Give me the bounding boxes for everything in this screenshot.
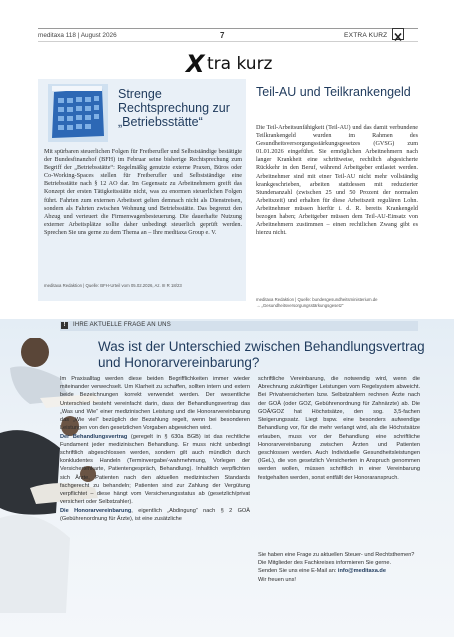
article-source-line: meditaxa Redaktion | Quelle: bundesgesundheitsministerium.de: [256, 297, 378, 302]
contact-closing: Wir freuen uns!: [258, 576, 296, 583]
contact-box: [258, 551, 422, 584]
question-title: Was ist der Unterschied zwischen Behandlungsvertrag und Honorarvereinbarung?: [98, 339, 425, 370]
paragraph: Die Honorarvereinbarung, eigentlich „Abdingung“ nach § 2 GOÄ (Gebührenordnung für Ärzte), ist eine zusätzliche: [60, 507, 250, 522]
article-source: meditaxa Redaktion | Quelle: BFH-Urteil vom 05.02.2026, Az. III R 18/23: [44, 283, 182, 288]
paragraph: Im Praxisalltag werden diese beiden Begrifflichkeiten immer wieder miteinander verwechselt. Um Klarheit zu schaffen, sollten intern und extern beide Bezeichnungen korrekt verwendet werden. Der wesentliche Unterschied besteht vereinfacht darin, dass der Behandlungsvertrag das „Was und Wie“ einer medizinischen Leistung und die Honorarvereinbarung das „Wie viel“ bezüglich der Bezahlung regelt, wenn bei besonderen Leistungen von den gesetzlichen Vorgaben abgewichen wird.: [60, 376, 250, 432]
section-label: EXTRA KURZ: [344, 32, 388, 39]
exclamation-icon: !: [61, 322, 68, 329]
section-x-logo: X: [186, 50, 205, 78]
paragraph: schriftliche Vereinbarung, die notwendig wird, wenn die Abrechnung zukünftiger Leistungen vom Regelsystem abweicht. Bei Privatversicherten bzw. Selbstzahlern rechnen Ärzte nach der GOÄ (oder GOZ, Gebührenordnung für Zahnärzte) ab. Die GOÄ/GOZ hat Höchstsätze, den sog. 3,5-fachen Steigerungssatz. Liegt bspw. eine besonders aufwendige Behandlung vor, für die mehr verlangt wird, als die Höchstsätze erlauben, muss vor der Behandlung eine schriftliche Honorarvereinbarung zwischen Ärzten und Patienten geschlossen werden. Auch Individuelle Gesundheitsleistungen (IGeL), die von gesetzlich Versicherten in Anspruch genommen werden wollen, müssen schriftlich in einer Vereinbarung festgehalten werden, sonst entfällt der Honoraranspruch.: [258, 376, 420, 481]
section-title: tra kurz: [207, 54, 273, 74]
article-title: Strenge Rechtsprechung zur „Betriebsstätte“: [118, 87, 230, 129]
article-source: [256, 297, 424, 309]
term: Die Honorarvereinbarung: [60, 507, 132, 514]
header-divider: [38, 41, 418, 42]
email-link[interactable]: info@meditaxa.de: [337, 568, 386, 575]
x-logo-icon: [392, 28, 404, 40]
article-body: Die Teil-Arbeitsunfähigkeit (Teil-AU) und das damit verbundene Teilkrankengeld wurden im Rahmen des Gesundheitsversorgungsstärkungsgesetzes (GVSG) zum 01.01.2026 eingeführt. Sie ermöglichen Arbeitnehmern nach langer Krankheit eine schrittweise, rechtlich abgesicherte Rückkehr in den Beruf, während Arbeitgeber entlastet werden. Arbeitnehmer sind mit einer Teil-AU nicht mehr vollständig krankgeschrieben, arbeiten stattdessen mit reduzierter Stundenanzahl (zwischen 25 und 50 Prozent der normalen Arbeitszeit) und erhalten für diese Arbeitszeit regulären Lohn. Arbeitnehmer müssen hierfür i. d. R. bereits Krankengeld bezogen haben; Arbeitgeber müssen dem Teil-AU-Einsatz von Arbeitnehmern zustimmen – einen rechtlichen Zwang gibt es hierzu nicht.: [256, 125, 418, 237]
contact-intro: Sie haben eine Frage zu aktuellen Steuer- und Rechtsthemen? Die Mitglieder des Fachkreises informieren Sie gerne.: [258, 552, 415, 567]
page-number: 7: [220, 31, 225, 40]
article-body: Mit spürbaren steuerlichen Folgen für Freiberufler und Selbstständige bestätigte der Bundesfinanzhof (BFH) im Februar seine bisherige Rechtsprechung zum Begriff der „Betriebsstätte“: Regelmäßig genutzte externe Praxen, Büros oder Co-Working-Spaces stellen für Freiberufler und Selbstständige eine Betriebsstätte nach § 12 AO dar. Im Gegensatz zu Arbeitnehmern greift das Konzept der ersten Tätigkeitsstätte nicht, was zu enormen steuerlichen Folgen führt. Fahrten zum externen Arbeitsort gelten demnach nicht als Dienstreisen, sondern als Fahrten zwischen Wohnung und Betriebsstätte. Das begrenzt den Abzug und verteuert die Firmenwagenbesteuerung. Die dauerhafte Nutzung externer Arbeitsplätze sollte daher unbedingt steuerlich geprüft werden. Sprechen Sie uns gerne zu dem Thema an – Ihre meditaxa Group e. V.: [44, 149, 242, 236]
calendar-image: [48, 84, 108, 142]
answer-column-left: [60, 375, 250, 523]
term: Der Behandlungsvertrag: [60, 433, 128, 440]
answer-column-right: [258, 375, 420, 482]
header-rule: [38, 28, 418, 29]
contact-line: Senden Sie uns eine E-Mail an: info@meditaxa.de: [258, 568, 386, 575]
question-label: IHRE AKTUELLE FRAGE AN UNS: [73, 322, 171, 328]
article-title: Teil-AU und Teilkrankengeld: [256, 85, 411, 99]
article-source-link[interactable]: → „Gesundheitsversorgungsstärkungsgesetz“: [256, 303, 344, 308]
issue-info: meditaxa 118 | August 2026: [38, 32, 117, 39]
paragraph: Der Behandlungsvertrag (geregelt in § 630a BGB) ist das rechtliche Fundament jeder medizinischen Behandlung. Er muss nicht unbedingt schriftlich abgeschlossen werden, sondern gilt auch mündlich durch konkludentes Handeln (Terminvergabe/-wahrnehmung, Vorlegen der Versichertenkarte, Patientengespräch, Behandlung). Inhaltlich verpflichten sich Ärzte, Patienten nach den aktuellen medizinischen Standards fachgerecht zu behandeln; Patienten sind zur Zahlung der Vergütung verpflichtet – diese hängt vom Versicherungsstatus ab (gesetzlich/privat versichert oder Selbstzahler).: [60, 433, 250, 506]
